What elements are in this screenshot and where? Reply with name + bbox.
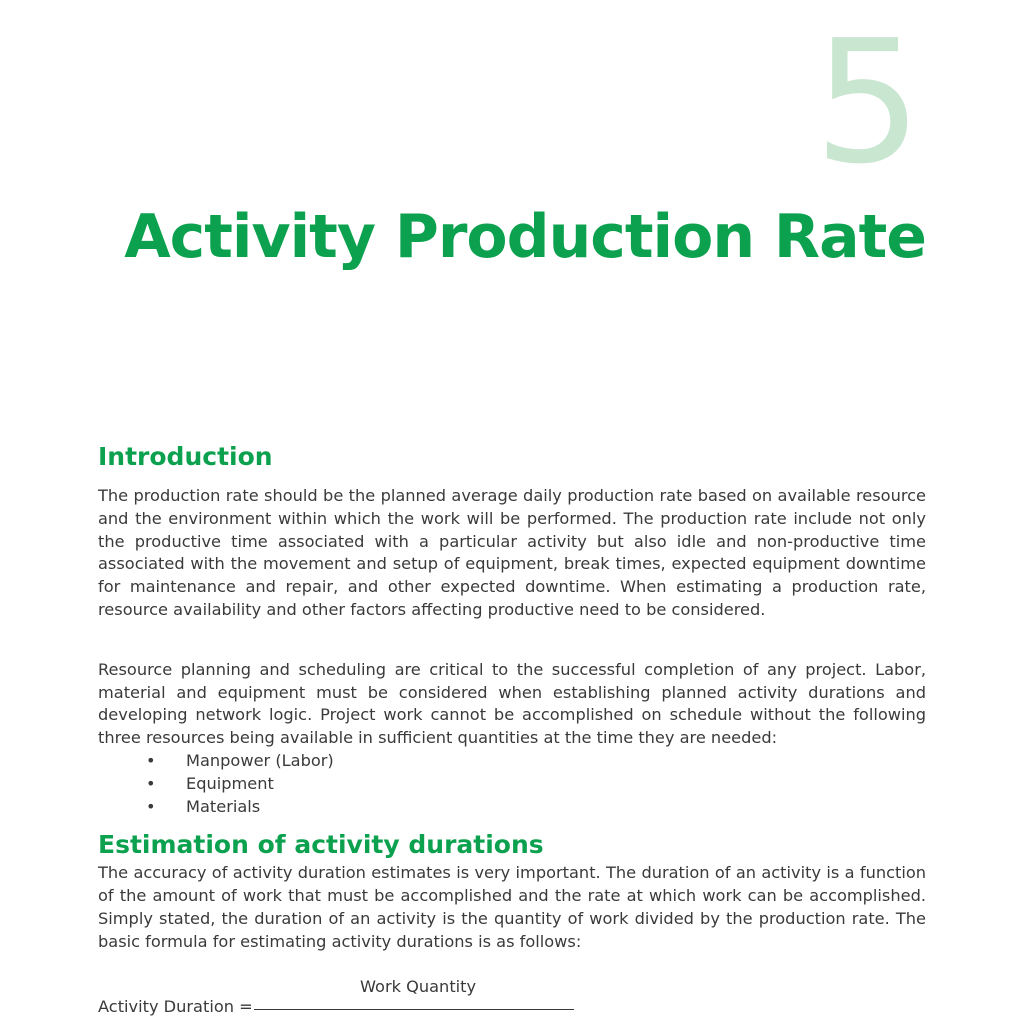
- resource-list: [98, 750, 926, 818]
- list-item: • Manpower (Labor): [146, 750, 926, 773]
- introduction-paragraph-2: Resource planning and scheduling are critical to the successful completion of any project. Labor, material and equipment must be considered when establishing planned activity durations and developing network logic. Project work cannot be accomplished on schedule without the following three resources being available in sufficient quantities at the time they are needed:: [98, 659, 926, 748]
- chapter-number: 5: [813, 4, 920, 202]
- estimation-paragraph: The accuracy of activity duration estimates is very important. The duration of an activity is a function of the amount of work that must be accomplished and the rate at which work can be accomplished. Simply stated, the duration of an activity is the quantity of work divided by the production rate. The basic formula for estimating activity durations is as follows:: [98, 863, 926, 951]
- introduction-heading: Introduction: [98, 442, 273, 471]
- formula-numerator: Work Quantity: [360, 976, 477, 996]
- introduction-paragraph-1: The production rate should be the planned average daily production rate based on available resource and the environment within which the work will be performed. The production rate include not only the productive time associated with a particular activity but also idle and non-productive time associated with the movement and setup of equipment, break times, expected equipment downtime for maintenance and repair, and other expected downtime. When estimating a production rate, resource availability and other factors affecting productive need to be considered.: [98, 486, 926, 619]
- list-item: • Materials: [146, 796, 926, 819]
- chapter-title: Activity Production Rate: [124, 202, 926, 272]
- main-content: [98, 442, 926, 1036]
- duration-formula: [98, 976, 926, 1036]
- formula-label: Activity Duration =: [98, 996, 253, 1016]
- fraction-line: [254, 1009, 574, 1010]
- estimation-heading: Estimation of activity durations: [98, 830, 544, 860]
- list-item: • Equipment: [146, 773, 926, 796]
